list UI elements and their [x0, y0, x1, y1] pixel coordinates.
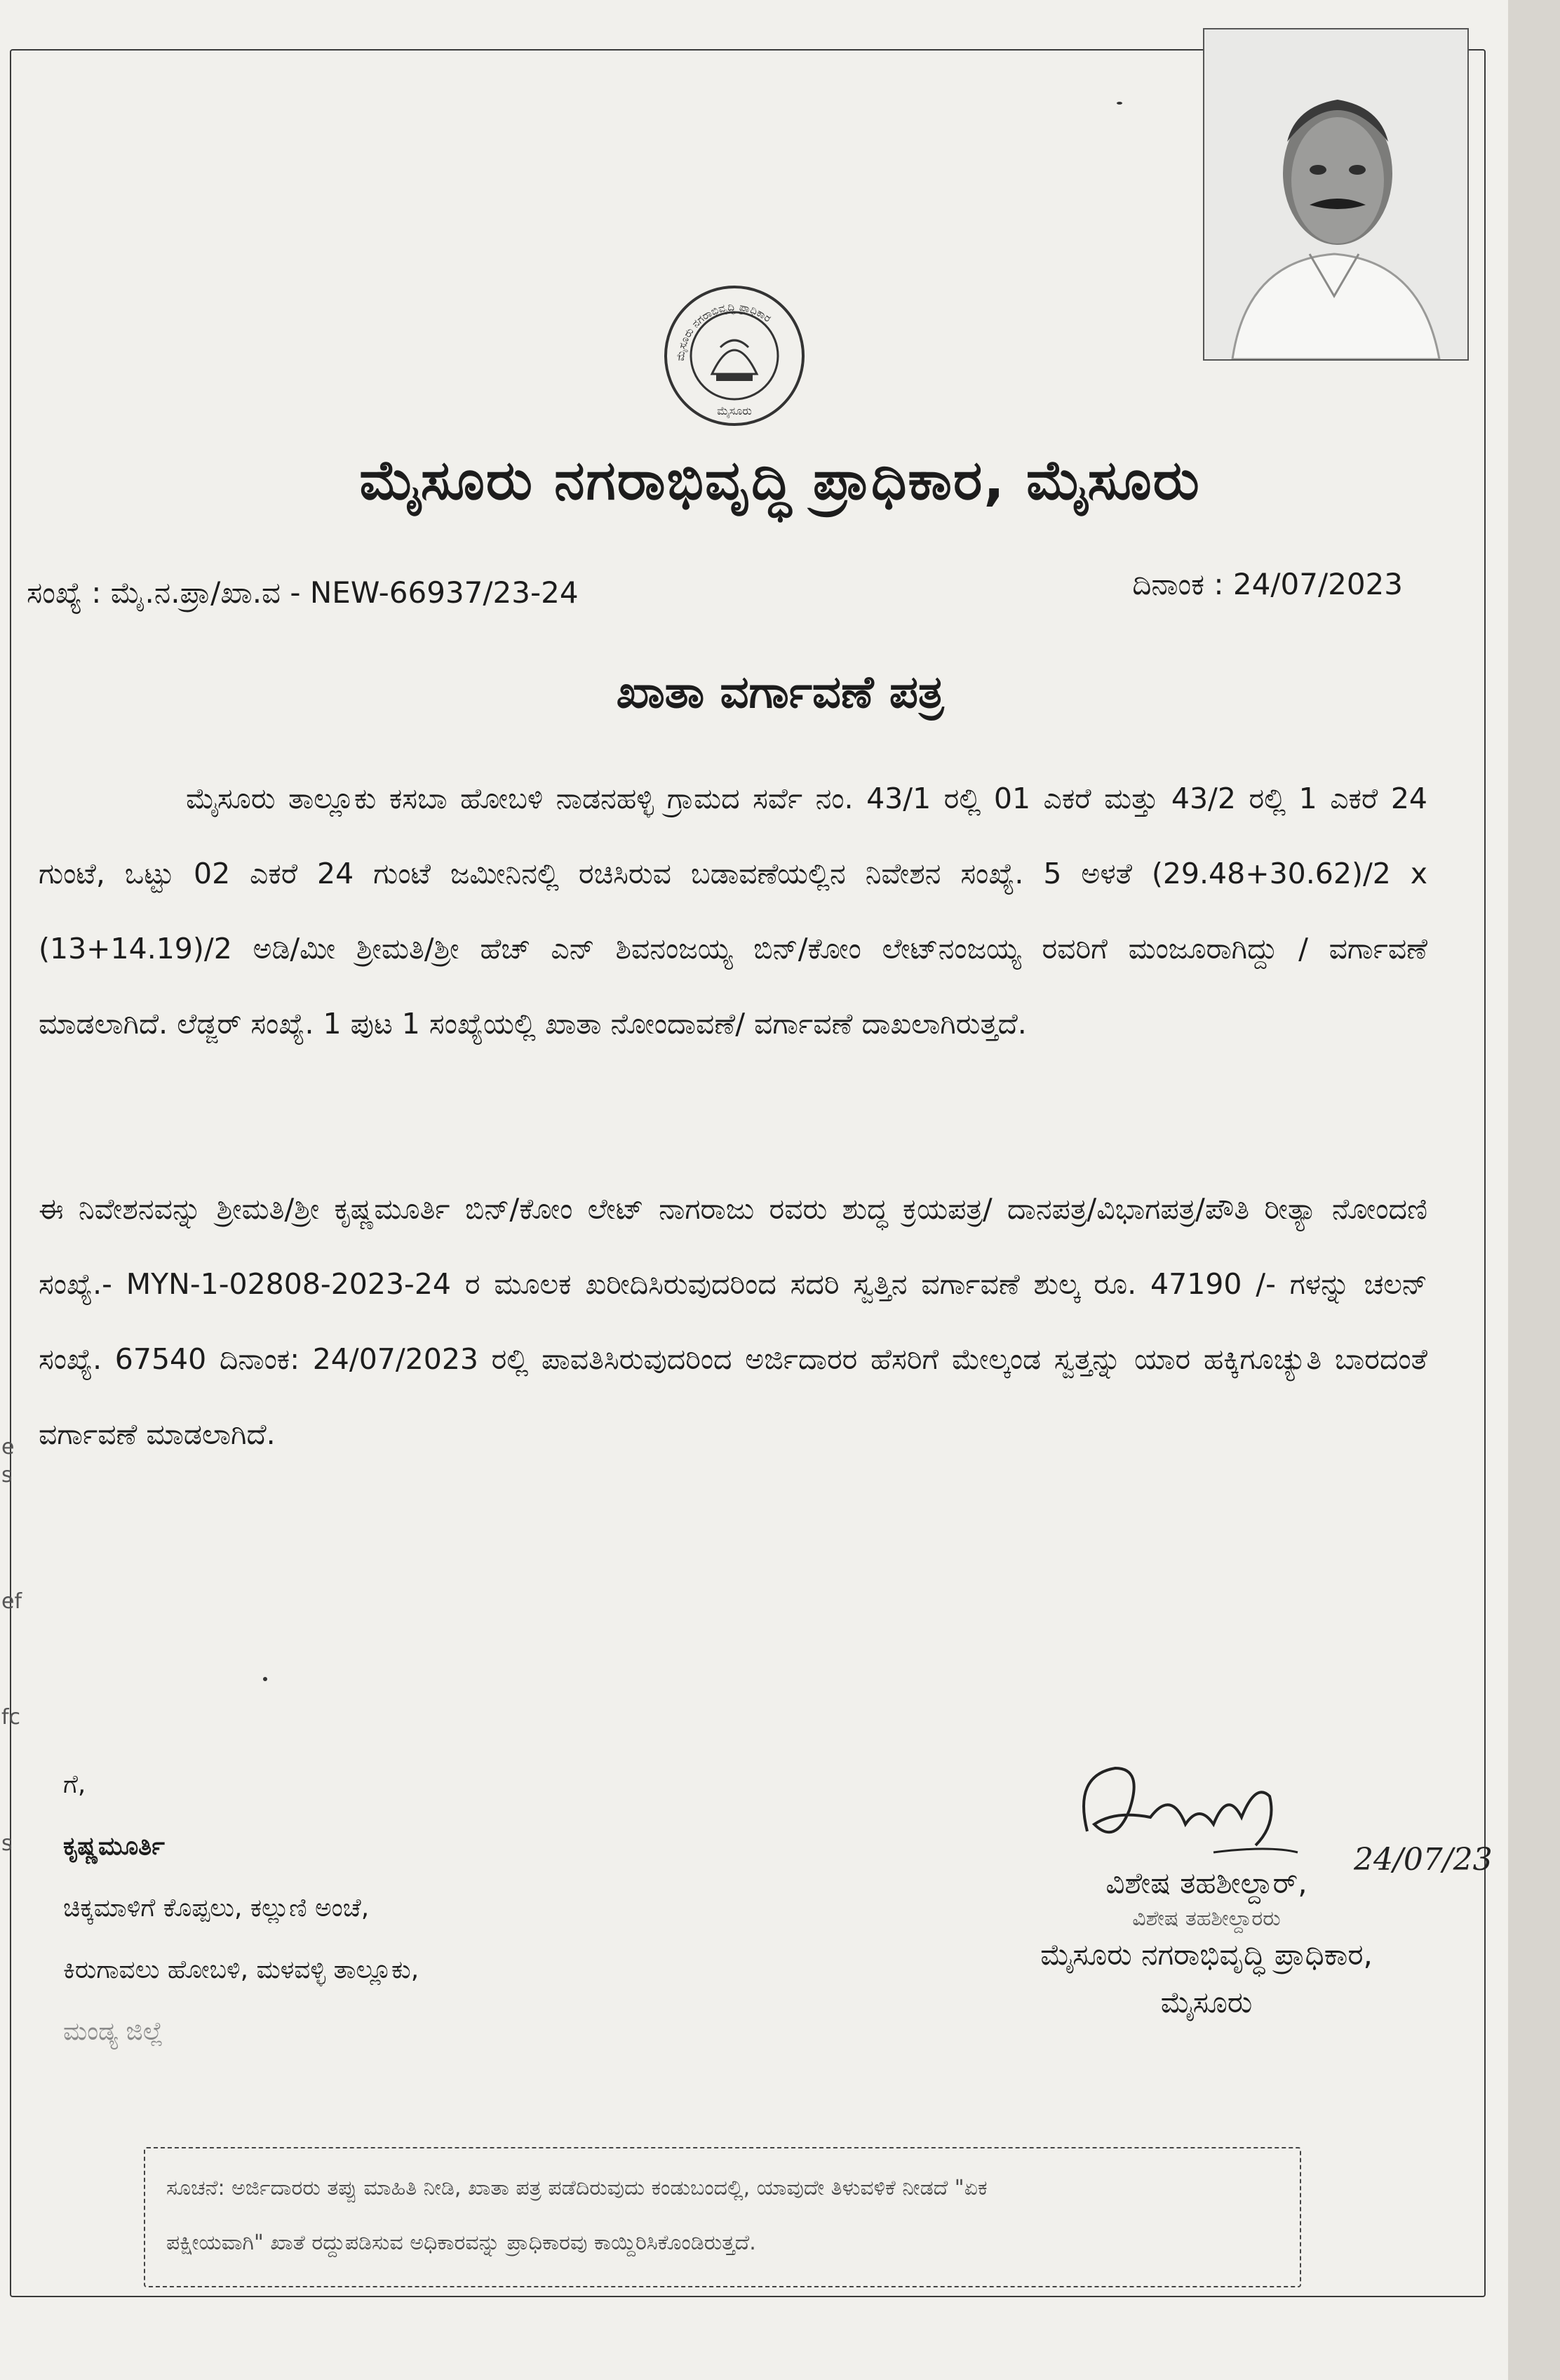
notice-line2: ಪಕ್ಷೀಯವಾಗಿ" ಖಾತೆ ರದ್ದುಪಡಿಸುವ ಅಧಿಕಾರವನ್ನು ಪ್ರಾಧಿಕಾರವು ಕಾಯ್ದಿರಿಸಿಕೊಂಡಿರುತ್ತದೆ.: [166, 2231, 756, 2255]
addressee-to: ಗೆ,: [63, 1770, 86, 1799]
signatory-city: ಮೈಸೂರು: [1160, 1985, 1253, 2019]
authority-title: ಮೈಸೂರು ನಗರಾಭಿವೃದ್ಧಿ ಪ್ರಾಧಿಕಾರ, ಮೈಸೂರು: [359, 449, 1201, 512]
body-paragraph-1: ಮೈಸೂರು ತಾಲ್ಲೂಕು ಕಸಬಾ ಹೋಬಳಿ ನಾಡನಹಳ್ಳಿ ಗ್ರಾಮದ ಸರ್ವೆ ನಂ. 43/1 ರಲ್ಲಿ 01 ಎಕರೆ ಮತ್ತು 43/2 ರಲ್ಲಿ 1 ಎಕರೆ 24 ಗುಂಟೆ, ಒಟ್ಟು 02 ಎಕರೆ 24 ಗುಂಟೆ ಜಮೀನಿನಲ್ಲಿ ರಚಿಸಿರುವ ಬಡಾವಣೆಯಲ್ಲಿನ ನಿವೇಶನ ಸಂಖ್ಯೆ. 5 ಅಳತೆ (29.48+30.62)/2 x (13+14.19)/2 ಅಡಿ/ಮೀ ಶ್ರೀಮತಿ/ಶ್ರೀ ಹೆಚ್ ಎನ್ ಶಿವನಂಜಯ್ಯ ಬಿನ್/ಕೋಂ ಲೇಟ್‌ನಂಜಯ್ಯ ರವರಿಗೆ ಮಂಜೂರಾಗಿದ್ದು / ವರ್ಗಾವಣೆ ಮಾಡಲಾಗಿದೆ. ಲೆಡ್ಜರ್ ಸಂಖ್ಯೆ. 1 ಪುಟ 1 ಸಂಖ್ಯೆಯಲ್ಲಿ ಖಾತಾ ನೋಂದಾವಣೆ/ ವರ್ಗಾವಣೆ ದಾಖಲಾಗಿರುತ್ತದೆ.: [39, 782, 1427, 1041]
addressee-line3: ಮಂಡ್ಯ ಜಿಲ್ಲೆ: [63, 2017, 163, 2046]
reference-number: ಸಂಖ್ಯೆ : ಮೈ.ನ.ಪ್ರಾ/ಖಾ.ವ - NEW-66937/23-24: [27, 575, 579, 610]
seal-outer-text: ಮೈಸೂರು ನಗರಾಭಿವೃದ್ಧಿ ಪ್ರಾಧಿಕಾರ: [673, 300, 774, 362]
issue-date: ದಿನಾಂಕ : 24/07/2023: [1132, 567, 1403, 601]
stamp-line: ವಿಶೇಷ ತಹಶೀಲ್ದಾರರು: [1132, 1906, 1281, 1931]
paper-speck: [1117, 102, 1122, 105]
addressee-block: [63, 1754, 419, 2063]
document-title: ಖಾತಾ ವರ್ಗಾವಣೆ ಪತ್ರ: [616, 667, 944, 718]
paper-speck: [263, 1677, 267, 1681]
handwritten-date: 24/07/23: [1354, 1842, 1493, 1873]
signatory-org: ಮೈಸೂರು ನಗರಾಭಿವೃದ್ಧಿ ಪ್ರಾಧಿಕಾರ,: [1040, 1937, 1373, 1972]
signature-block: [905, 1747, 1508, 2042]
margin-fragment: s: [1, 1463, 13, 1488]
signatory-text: [905, 1859, 1508, 2026]
margin-fragment: e: [1, 1435, 15, 1459]
svg-text:ಮೈಸೂರು ನಗರಾಭಿವೃದ್ಧಿ ಪ್ರಾಧಿಕಾರ: [674, 300, 774, 361]
handwritten-signature: [905, 1747, 1508, 1873]
notice-box: [144, 2147, 1301, 2287]
addressee-name: ಕೃಷ್ಣಮೂರ್ತಿ: [63, 1832, 165, 1861]
notice-line1: ಸೂಚನೆ: ಅರ್ಜಿದಾರರು ತಪ್ಪು ಮಾಹಿತಿ ನೀಡಿ, ಖಾತಾ ಪತ್ರ ಪಡೆದಿರುವುದು ಕಂಡುಬಂದಲ್ಲಿ, ಯಾವುದೇ ತಿಳುವಳಿಕೆ ನೀಡದೆ "ಏಕ: [166, 2176, 988, 2200]
signatory-title: ವಿಶೇಷ ತಹಶೀಲ್ದಾರ್,: [1105, 1866, 1307, 1900]
seal-bottom-text: ಮೈಸೂರು: [717, 404, 752, 417]
body-paragraph-2: ಈ ನಿವೇಶನವನ್ನು ಶ್ರೀಮತಿ/ಶ್ರೀ ಕೃಷ್ಣಮೂರ್ತಿ ಬಿನ್/ಕೋಂ ಲೇಟ್ ನಾಗರಾಜು ರವರು ಶುದ್ಧ ಕ್ರಯಪತ್ರ/ ದಾನಪತ್ರ/ವಿಭಾಗಪತ್ರ/ಪೌತಿ ರೀತ್ಯಾ ನೋಂದಣಿ ಸಂಖ್ಯೆ.- MYN-1-02808-2023-24 ರ ಮೂಲಕ ಖರೀದಿಸಿರುವುದರಿಂದ ಸದರಿ ಸ್ವತ್ತಿನ ವರ್ಗಾವಣೆ ಶುಲ್ಕ ರೂ. 47190 /- ಗಳನ್ನು ಚಲನ್ ಸಂಖ್ಯೆ. 67540 ದಿನಾಂಕ: 24/07/2023 ರಲ್ಲಿ ಪಾವತಿಸಿರುವುದರಿಂದ ಅರ್ಜಿದಾರರ ಹೆಸರಿಗೆ ಮೇಲ್ಕಂಡ ಸ್ವತ್ತನ್ನು ಯಾರ ಹಕ್ಕಿಗೂಚ್ಯುತಿ ಬಾರದಂತೆ ವರ್ಗಾವಣೆ ಮಾಡಲಾಗಿದೆ.: [39, 1192, 1427, 1451]
margin-fragment: fc: [1, 1705, 21, 1730]
margin-fragment: ef: [1, 1589, 22, 1614]
applicant-photo: [1203, 28, 1469, 361]
authority-emblem: [663, 284, 807, 428]
addressee-line2: ಕಿರುಗಾವಲು ಹೋಬಳಿ, ಮಳವಳ್ಳಿ ತಾಲ್ಲೂಕು,: [63, 1956, 419, 1984]
addressee-line1: ಚಿಕ್ಕಮಾಳಿಗೆ ಕೊಪ್ಪಲು, ಕಲ್ಲುಣಿ ಅಂಚೆ,: [63, 1894, 370, 1923]
margin-fragment: s: [1, 1831, 13, 1856]
